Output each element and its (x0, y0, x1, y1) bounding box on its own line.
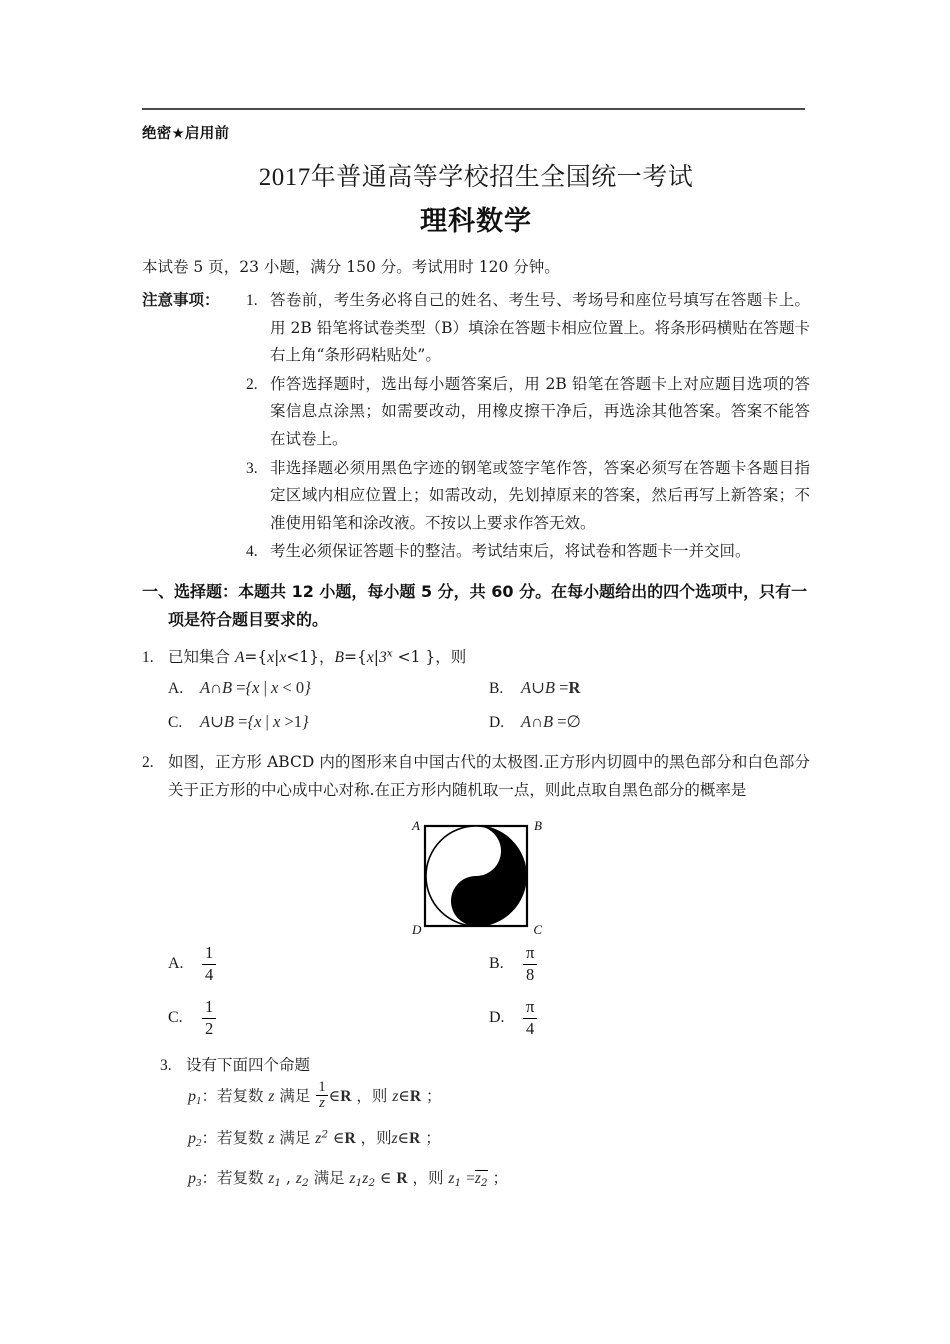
option-a[interactable] (168, 944, 489, 984)
page-content (142, 122, 810, 1207)
figure-container (142, 816, 810, 938)
proposition-label: $p_1$ (188, 1087, 202, 1107)
option-fraction (202, 944, 216, 984)
taiji-svg (406, 816, 546, 938)
option-expression: A∩B ={x | x < 0} (200, 678, 311, 698)
proposition-text: ：若复数 $z_1$ , $z_2$ 满足 $z_1z_2$ ∈ R ，则 $z_1 =z_2$ ； (201, 1168, 509, 1189)
option-fraction (523, 944, 537, 984)
proposition-label: $p_3$ (188, 1169, 202, 1189)
option-letter: D. (489, 1008, 505, 1026)
exam-title-year: 2017 (258, 164, 311, 191)
notice-item-text: 作答选择题时，选出每小题答案后，用 2B 铅笔在答题卡上对应题目选项的答案信息点涂黑；如需要改动，用橡皮擦干净后，再选涂其他答案。答案不能答在试卷上。 (270, 374, 810, 449)
notice-item-text: 非选择题必须用黑色字迹的钢笔或签字笔作答，答案必须写在答题卡各题目指定区域内相应位置上；如需改动，先划掉原来的答案，然后再写上新答案；不准使用铅笔和涂改液。不按以上要求作答无效。 (270, 458, 810, 532)
option-letter: B. (489, 955, 504, 972)
option-a[interactable] (168, 671, 489, 705)
notice-item-number: 2. (246, 375, 258, 393)
option-b[interactable] (489, 671, 810, 705)
header-rule (142, 108, 805, 110)
complex-conjugate-bar: $z_2$ (474, 1169, 488, 1189)
notice-heading: 注意事项： (142, 291, 220, 310)
notice-item-text: 考生必须保证答题卡的整洁。考试结束后，将试卷和答题卡一并交回。 (270, 542, 751, 561)
option-letter: D. (489, 714, 505, 732)
question-1 (142, 644, 810, 739)
vertex-label-a: A (412, 818, 420, 834)
yang-dot-black (468, 893, 485, 910)
question-stem: 设有下面四个命题 (186, 1056, 311, 1075)
taiji-square-diagram (406, 816, 546, 938)
fraction-denominator: 4 (523, 1018, 537, 1038)
notice-item-number: 3. (246, 459, 258, 477)
question-number: 3. (160, 1057, 172, 1075)
section-heading-choice: 一、选择题：本题共 12 小题，每小题 5 分，共 60 分。在每小题给出的四个选项中，只有一项是符合题目要求的。 (142, 581, 808, 629)
option-expression: A∪B =R (521, 678, 581, 698)
question-2-options (168, 944, 810, 1038)
question-3-propositions (188, 1080, 810, 1191)
option-fraction (202, 998, 216, 1038)
proposition-text: ：若复数 z 满足 $z^2$ ∈R ，则z∈R ； (201, 1129, 441, 1148)
fraction-denominator: 2 (202, 1018, 216, 1038)
taiji-symbol (426, 826, 526, 926)
notice-item-number: 4. (246, 543, 258, 561)
fraction-numerator: π (526, 997, 535, 1017)
proposition-p3 (188, 1168, 810, 1191)
option-b[interactable] (489, 944, 810, 984)
option-letter: C. (168, 1008, 183, 1026)
option-letter: C. (168, 714, 183, 732)
proposition-text: ：若复数 z 满足 $\frac{1}{z}$ ∈R ，则 z∈R ； (201, 1078, 442, 1112)
question-3 (142, 1052, 810, 1191)
subject-title: 理科数学 (420, 206, 532, 237)
paper-info: 本试卷 5 页，23 小题，满分 150 分。考试用时 120 分钟。 (142, 258, 560, 276)
option-fraction (523, 998, 537, 1038)
option-letter: A. (168, 680, 184, 698)
notice-item (142, 371, 810, 454)
option-c[interactable] (168, 705, 489, 739)
notice-item-number: 1. (246, 292, 258, 310)
security-notice: 绝密★启用前 (142, 126, 230, 142)
inline-fraction-one-over-z: $\frac{1}{z}$ (318, 1078, 326, 1112)
proposition-p1 (188, 1080, 810, 1113)
question-stem: 如图，正方形 ABCD 内的图形来自中国古代的太极图.正方形内切圆中的黑色部分和白色部分关于正方形的中心成中心对称.在正方形内随机取一点，则此点取自黑色部分的概率是 (168, 753, 810, 799)
question-number: 1. (142, 648, 154, 666)
exam-title-rest: 年普通高等学校招生全国统一考试 (310, 162, 694, 191)
page-title (142, 157, 810, 193)
fraction-numerator: π (526, 943, 535, 963)
vertex-label-c: C (533, 922, 542, 938)
notice-block (142, 287, 810, 566)
option-letter: A. (168, 955, 184, 972)
fraction-numerator: 1 (205, 943, 214, 963)
fraction-denominator: 8 (523, 964, 537, 984)
notice-item (142, 287, 810, 370)
option-expression: A∪B ={x | x >1} (200, 712, 309, 732)
option-c[interactable] (168, 998, 489, 1038)
option-letter: B. (489, 680, 504, 698)
notice-list (142, 287, 810, 566)
option-expression: A∩B =∅ (521, 712, 581, 732)
fraction-numerator: 1 (205, 997, 214, 1017)
fraction-denominator: 4 (202, 964, 216, 984)
option-d[interactable] (489, 705, 810, 739)
question-stem: 已知集合 A={x|x<1}，$B=\{x|3^x <1$ }，则 (168, 647, 467, 666)
vertex-label-b: B (534, 818, 542, 834)
question-1-options (168, 671, 810, 739)
notice-item (142, 455, 810, 538)
yin-dot-white (468, 843, 485, 860)
vertex-label-d: D (412, 922, 422, 938)
option-d[interactable] (489, 998, 810, 1038)
proposition-label: $p_2$ (188, 1130, 202, 1150)
notice-item-text: 答卷前，考生务必将自己的姓名、考生号、考场号和座位号填写在答题卡上。用 2B 铅笔将试卷类型（B）填涂在答题卡相应位置上。将条形码横贴在答题卡右上角“条形码粘贴处”。 (270, 291, 810, 365)
question-number: 2. (142, 754, 154, 772)
notice-item (142, 538, 810, 566)
question-2 (142, 749, 810, 1038)
proposition-p2 (188, 1128, 810, 1152)
